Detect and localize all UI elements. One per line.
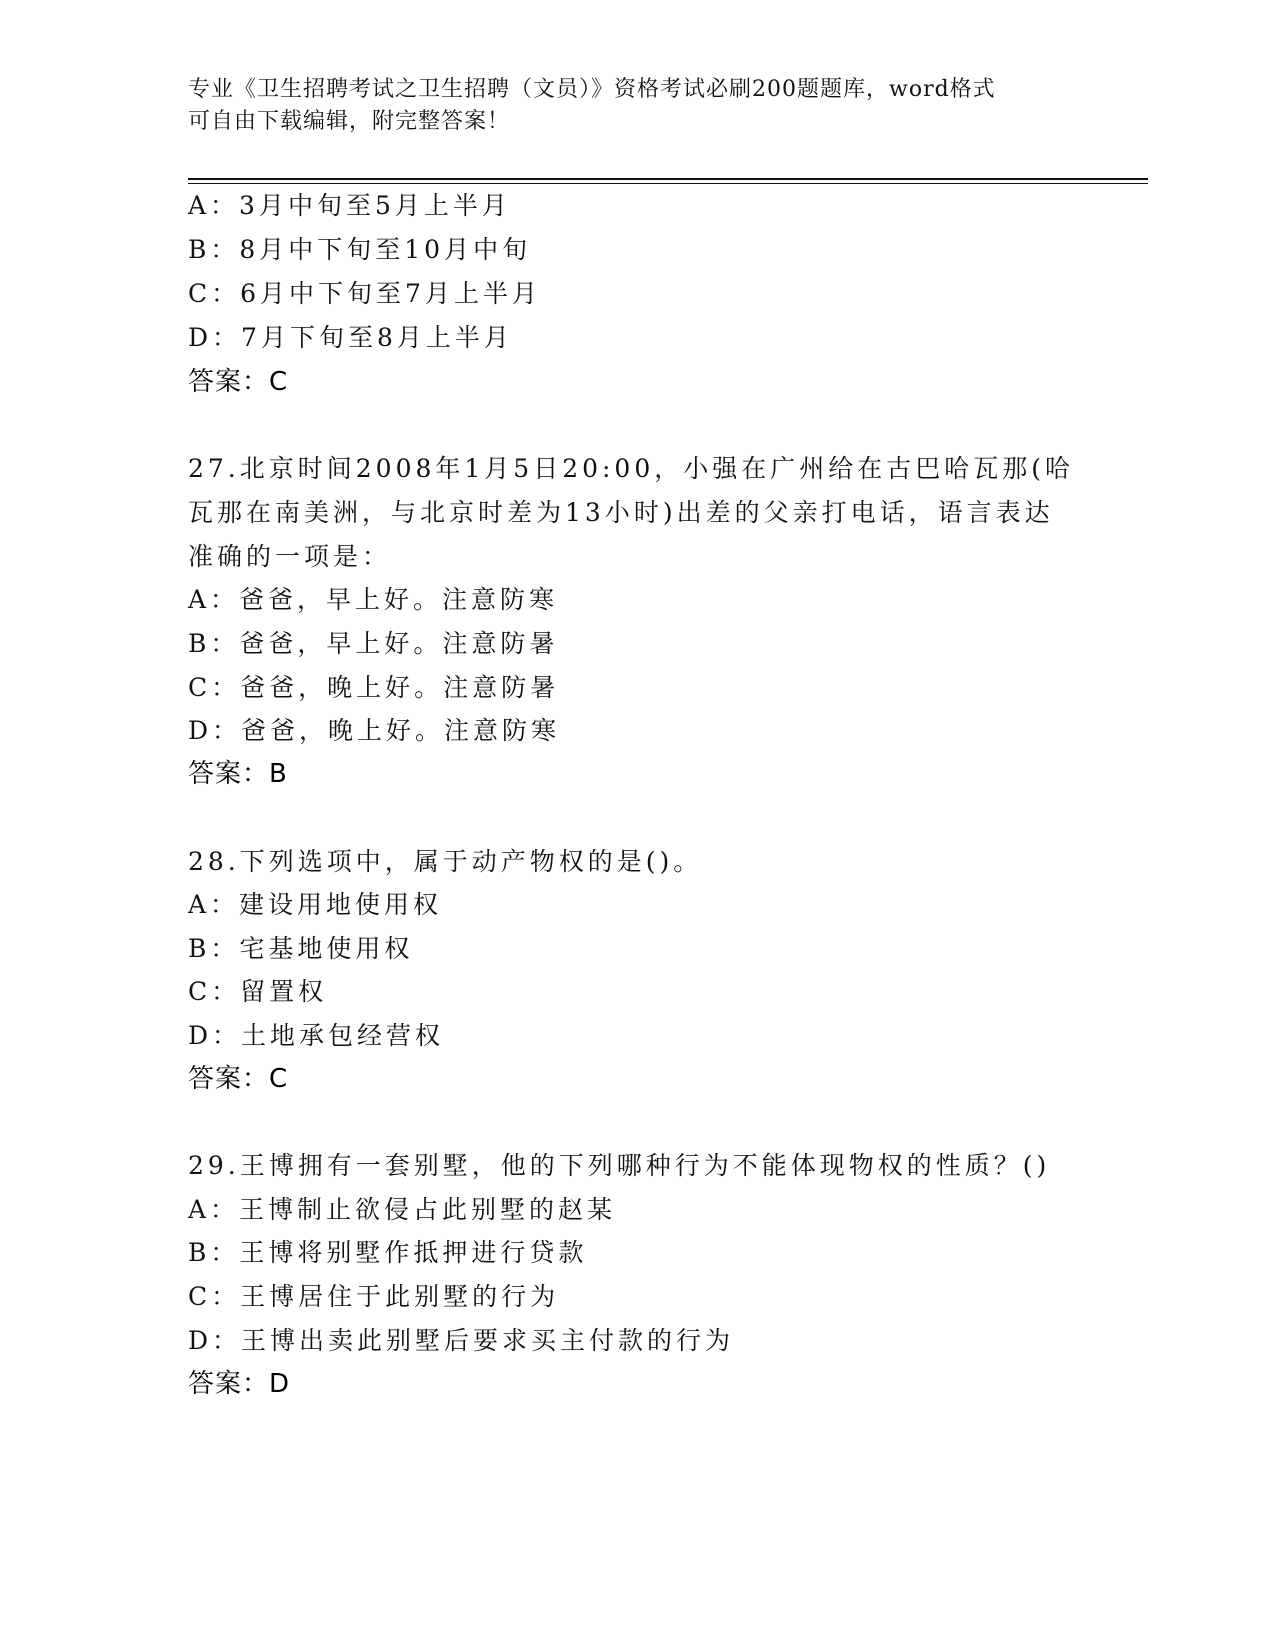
q29-option-a: A：王博制止欲侵占此别墅的赵某 (188, 1195, 617, 1224)
document-header (188, 74, 1088, 138)
q26-option-b: B：8月中下旬至10月中旬 (188, 235, 532, 264)
header-divider-thin (188, 183, 1148, 184)
header-line-1: 专业《卫生招聘考试之卫生招聘（文员）》资格考试必刷200题题库，word格式 (188, 77, 996, 102)
q27-option-d: D：爸爸，晚上好。注意防寒 (188, 716, 561, 745)
q27-stem-line-1: 27.北京时间2008年1月5日20:00，小强在广州给在古巴哈瓦那(哈 (188, 454, 1074, 483)
q29-answer: 答案：D (188, 1369, 291, 1399)
q26-option-a: A：3月中旬至5月上半月 (188, 191, 511, 220)
q29-stem: 29.王博拥有一套别墅，他的下列哪种行为不能体现物权的性质？() (188, 1151, 1051, 1180)
q28-answer: 答案：C (188, 1064, 289, 1094)
header-line-2: 可自由下载编辑，附完整答案！ (188, 109, 511, 134)
q29-option-b: B：王博将别墅作抵押进行贷款 (188, 1238, 588, 1267)
q27-option-c: C：爸爸，晚上好。注意防暑 (188, 673, 560, 702)
q27-stem-line-2: 瓦那在南美洲，与北京时差为13小时)出差的父亲打电话，语言表达 (188, 498, 1054, 527)
q28-option-c: C：留置权 (188, 977, 328, 1006)
q26-option-d: D：7月下旬至8月上半月 (188, 323, 513, 352)
q29-option-c: C：王博居住于此别墅的行为 (188, 1282, 560, 1311)
header-divider-thick (188, 178, 1148, 180)
q27-option-b: B：爸爸，早上好。注意防暑 (188, 629, 559, 658)
q29-option-d: D：王博出卖此别墅后要求买主付款的行为 (188, 1326, 735, 1355)
q28-stem: 28.下列选项中，属于动产物权的是()。 (188, 847, 703, 876)
q27-stem-line-3: 准确的一项是： (188, 542, 392, 571)
q28-option-b: B：宅基地使用权 (188, 934, 414, 963)
q28-option-d: D：土地承包经营权 (188, 1021, 445, 1050)
q27-option-a: A：爸爸，早上好。注意防寒 (188, 585, 559, 614)
q28-option-a: A：建设用地使用权 (188, 890, 443, 919)
q26-option-c: C：6月中下旬至7月上半月 (188, 279, 541, 308)
q26-answer: 答案：C (188, 367, 289, 397)
q27-answer: 答案：B (188, 759, 288, 789)
